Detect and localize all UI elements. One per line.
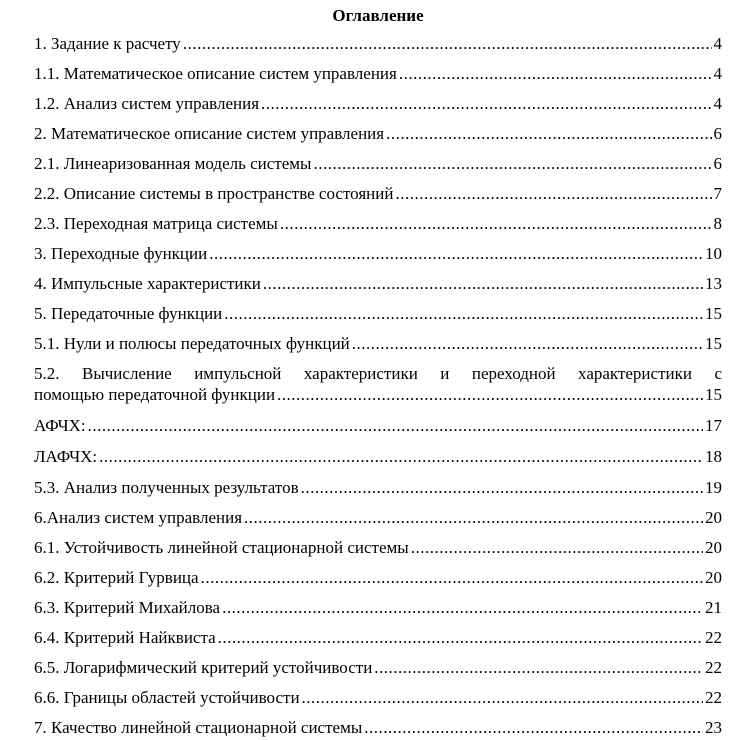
toc-entry-page: 22 [705,658,722,677]
toc-entry[interactable] [34,273,722,294]
toc-entry-page: 17 [705,416,722,435]
toc-entry-label: 5. Передаточные функции [34,304,223,323]
toc-entry[interactable] [34,477,722,498]
toc-entry-page: 4 [713,94,722,113]
dot-leader [395,183,711,204]
toc-entry[interactable] [34,415,722,436]
toc-entry[interactable] [34,567,722,588]
dot-leader [301,477,703,498]
toc-entry-page: 4 [713,34,722,53]
dot-leader [364,717,703,738]
toc-entry[interactable] [34,303,722,324]
toc-entry[interactable] [34,213,722,234]
toc-entry-label: 5.1. Нули и полюсы передаточных функций [34,334,350,353]
dot-leader [280,213,712,234]
toc-entry-label: 2. Математическое описание систем управления [34,124,385,143]
toc-entry-page: 15 [705,334,722,353]
toc-entry-label: 1.1. Математическое описание систем управления [34,64,397,83]
dot-leader [88,415,703,436]
dot-leader [277,384,703,405]
toc-entry-label: ЛАФЧХ: [34,447,98,466]
toc-entry-page: 22 [705,688,722,707]
toc-entry-page: 10 [705,244,722,263]
toc-entry-label: 6.Анализ систем управления [34,508,243,527]
dot-leader [374,657,703,678]
toc-entry[interactable] [34,627,722,648]
dot-leader [313,153,711,174]
toc-entry[interactable] [34,657,722,678]
toc-entry-page: 15 [705,385,722,404]
toc-entry[interactable] [34,597,722,618]
toc-entry[interactable] [34,63,722,84]
dot-leader [399,63,712,84]
dot-leader [302,687,703,708]
toc-entry-label: 1. Задание к расчету [34,34,181,53]
toc-entry-page: 13 [705,274,722,293]
toc-entry[interactable] [34,717,722,738]
dot-leader [209,243,703,264]
toc-entry[interactable] [34,243,722,264]
dot-leader [386,123,711,144]
dot-leader [222,597,703,618]
toc-entry[interactable] [34,93,722,114]
toc-entry-page: 23 [705,718,722,737]
toc-entry[interactable] [34,153,722,174]
toc-entry-page: 22 [705,628,722,647]
toc-entry-label: 2.3. Переходная матрица системы [34,214,278,233]
toc-entry-page: 6 [713,154,722,173]
dot-leader [201,567,703,588]
dot-leader [411,537,703,558]
toc-entry-label: 4. Импульсные характеристики [34,274,261,293]
toc-entry-page: 6 [713,124,722,143]
dot-leader [218,627,703,648]
toc-entry-page: 19 [705,478,722,497]
toc-entry[interactable] [34,687,722,708]
toc-entry-label: 6.6. Границы областей устойчивости [34,688,300,707]
toc-entry-page: 15 [705,304,722,323]
toc-entry[interactable] [34,333,722,354]
toc-entry-page: 20 [705,568,722,587]
toc-entry-page: 21 [705,598,722,617]
toc-entry-label: 2.1. Линеаризованная модель системы [34,154,312,173]
toc-entry-page: 4 [713,64,722,83]
toc-entry-label: 5.2. Вычисление импульсной характеристики и переходной характеристики с [34,364,722,383]
toc-entry-page: 8 [713,214,722,233]
toc-entry-label-continued: помощью передаточной функции [34,385,276,404]
toc-entry-label: 6.3. Критерий Михайлова [34,598,221,617]
toc-entry[interactable] [34,446,722,467]
toc-entry[interactable] [34,33,722,54]
toc-entry-page: 20 [705,508,722,527]
toc-entry[interactable] [34,363,722,405]
toc-entry-label: 6.4. Критерий Найквиста [34,628,216,647]
toc-entry-page: 7 [713,184,722,203]
dot-leader [352,333,703,354]
toc-entry[interactable] [34,123,722,144]
toc-entry-label: 7. Качество линейной стационарной системы [34,718,363,737]
dot-leader [263,273,703,294]
dot-leader [183,33,712,54]
toc-entry-page: 18 [705,447,722,466]
toc-entry-label: 3. Переходные функции [34,244,208,263]
toc-entry-label: 5.3. Анализ полученных результатов [34,478,299,497]
toc-entry-label: 1.2. Анализ систем управления [34,94,260,113]
dot-leader [244,507,703,528]
dot-leader [224,303,703,324]
toc-entry-label: АФЧХ: [34,416,86,435]
toc-entry-label: 2.2. Описание системы в пространстве состояний [34,184,394,203]
toc-entry-label: 6.2. Критерий Гурвица [34,568,199,587]
toc-entry[interactable] [34,537,722,558]
toc-entry[interactable] [34,183,722,204]
toc-entry-label: 6.5. Логарифмический критерий устойчивости [34,658,373,677]
dot-leader [99,446,703,467]
page-title: Оглавление [332,6,424,25]
dot-leader [261,93,711,114]
toc-entry-label: 6.1. Устойчивость линейной стационарной системы [34,538,409,557]
toc-entry[interactable] [34,507,722,528]
toc-entry-page: 20 [705,538,722,557]
